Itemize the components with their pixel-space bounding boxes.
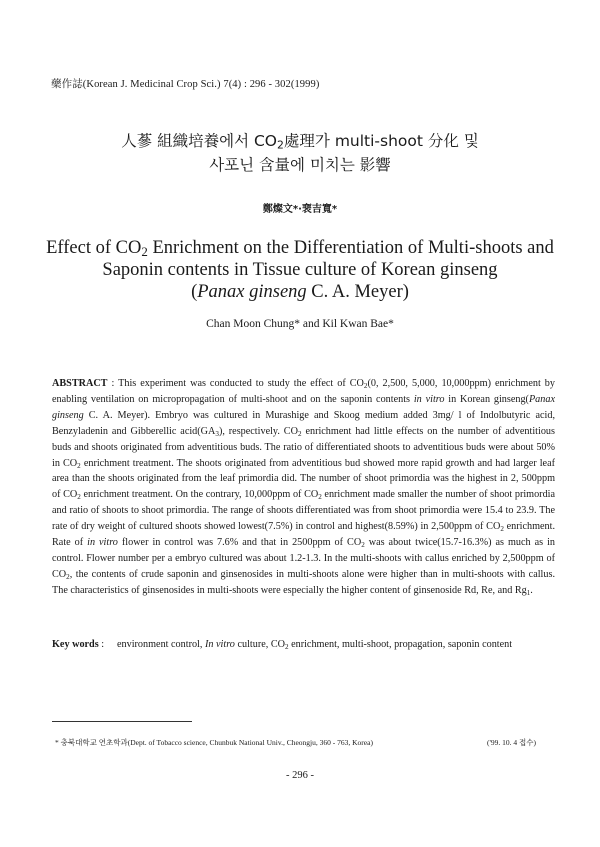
- abstract: [52, 376, 555, 599]
- english-title-subscript: 2: [141, 244, 148, 260]
- received-date: ('99. 10. 4 접수): [487, 738, 536, 747]
- keywords-label-group: [52, 637, 104, 653]
- korean-title-part-a: 人蔘 組織培養에서 CO: [121, 132, 278, 150]
- subscript: 1: [526, 588, 531, 597]
- keywords-text: environment control,: [117, 639, 205, 650]
- korean-title-line-2: 사포닌 含量에 미치는 影響: [209, 156, 391, 174]
- abstract-separator: :: [107, 378, 119, 389]
- subscript: 2: [77, 461, 81, 470]
- english-title-paren-open: (: [191, 282, 198, 302]
- abstract-text: enrichment had little effects on the number of adventitious buds and shoots originated from adventitious buds. The ratio of differentiated shoots to adventitious buds were about 50% in CO: [52, 425, 555, 469]
- abstract-italic: Panax ginseng: [52, 393, 555, 421]
- english-title-line-1: [0, 237, 600, 260]
- affiliation-footnote: * 충북대학교 연초학과(Dept. of Tobacco science, Chunbuk National Univ., Cheongju, 360 - 763, Korea): [55, 738, 373, 747]
- abstract-label: ABSTRACT: [52, 378, 108, 389]
- abstract-text: .: [530, 584, 533, 596]
- abstract-text: ), respectively. CO: [218, 425, 298, 437]
- english-title-line-2: Saponin contents in Tissue culture of Korean ginseng: [102, 260, 498, 280]
- subscript: 2: [297, 429, 302, 438]
- subscript: 2: [318, 493, 322, 502]
- subscript: 2: [77, 493, 81, 502]
- english-authors: Chan Moon Chung* and Kil Kwan Bae*: [206, 318, 394, 330]
- abstract-italic: in vitro: [87, 537, 118, 549]
- subscript: 2: [66, 572, 70, 581]
- korean-title-part-b: 處理가 multi-shoot 分化 및: [283, 132, 479, 150]
- keywords-text: enrichment, multi-shoot, propagation, saponin content: [288, 639, 513, 650]
- subscript: 2: [363, 381, 368, 390]
- english-title-part-a: Effect of CO: [46, 238, 142, 258]
- footnote-divider: [52, 721, 192, 722]
- abstract-text: flower in control was 7.6% and that in 2500ppm of CO: [117, 537, 362, 549]
- korean-title-line-1: [0, 130, 600, 152]
- korean-title-subscript: 2: [277, 138, 284, 152]
- subscript: 3: [215, 429, 219, 438]
- abstract-text: enrichment treatment. The shoots originated from adventitious bud showed more rapid growth and had larger leaf area than the shoots originated from the leaf primordia did. The number of shoot primordia was the highest in 2, 500ppm of CO: [52, 457, 555, 501]
- subscript: 2: [284, 642, 289, 651]
- abstract-text: was about twice(15.7-16.3%) as much as in control. Flower number per a embryo cultured was about 1.2-1.3. In the multi-shoots with callus enriched by 2,500ppm of CO: [52, 537, 556, 580]
- english-title-paren-close: C. A. Meyer): [306, 282, 409, 302]
- keywords-text: culture, CO: [234, 639, 285, 650]
- english-title-line-3: [0, 281, 600, 304]
- keywords-label: Key words: [52, 639, 99, 650]
- abstract-text: in Korean ginseng(: [444, 393, 529, 405]
- subscript: 2: [500, 524, 504, 533]
- keywords-list: [117, 637, 555, 653]
- korean-authors: 鄭燦文*·裵吉寬*: [262, 204, 338, 215]
- english-title-species: Panax ginseng: [197, 282, 307, 302]
- abstract-text: enrichment treatment. On the contrary, 10,000ppm of CO: [80, 489, 319, 501]
- abstract-text: C. A. Meyer). Embryo was cultured in Murashige and Skoog medium added 3mg/ l of Indolbutyric acid, Benzyladenin and Gibberellic acid(GA: [52, 409, 555, 437]
- journal-citation: 藥作誌(Korean J. Medicinal Crop Sci.) 7(4) : 296 - 302(1999): [51, 79, 320, 90]
- abstract-italic: in vitro: [413, 393, 445, 405]
- abstract-text: , the contents of crude saponin and ginsenosides in multi-shoots alone were higher than in multi-shoots with callus. The characteristics of ginsenosides in multi-shoots were especially the higher content of ginsenoside Rd, Re, and Rg: [52, 568, 555, 596]
- abstract-text: enrichment. Rate of: [52, 521, 555, 549]
- abstract-text: enrichment made smaller the number of shoot primordia and ratio of shoots to shoot primordia. The range of shoots differentiated was from shoot primordia were 15.4 to 23.9. The rate of dry weight of cultured shoots showed lowest(7.5%) in control and highest(8.59%) in 2,500ppm of CO: [52, 489, 556, 533]
- abstract-text: This experiment was conducted to study the effect of CO: [118, 378, 364, 389]
- english-title-part-b: Enrichment on the Differentiation of Multi-shoots and: [147, 238, 554, 258]
- page-number: - 296 -: [286, 770, 314, 781]
- subscript: 2: [361, 540, 365, 549]
- keywords-italic: In vitro: [205, 639, 235, 650]
- abstract-text: (0, 2,500, 5,000, 10,000ppm) enrichment by enabling ventilation on micropropagation of multi-shoot and on the saponin contents: [52, 378, 555, 405]
- keywords-separator: :: [98, 639, 105, 650]
